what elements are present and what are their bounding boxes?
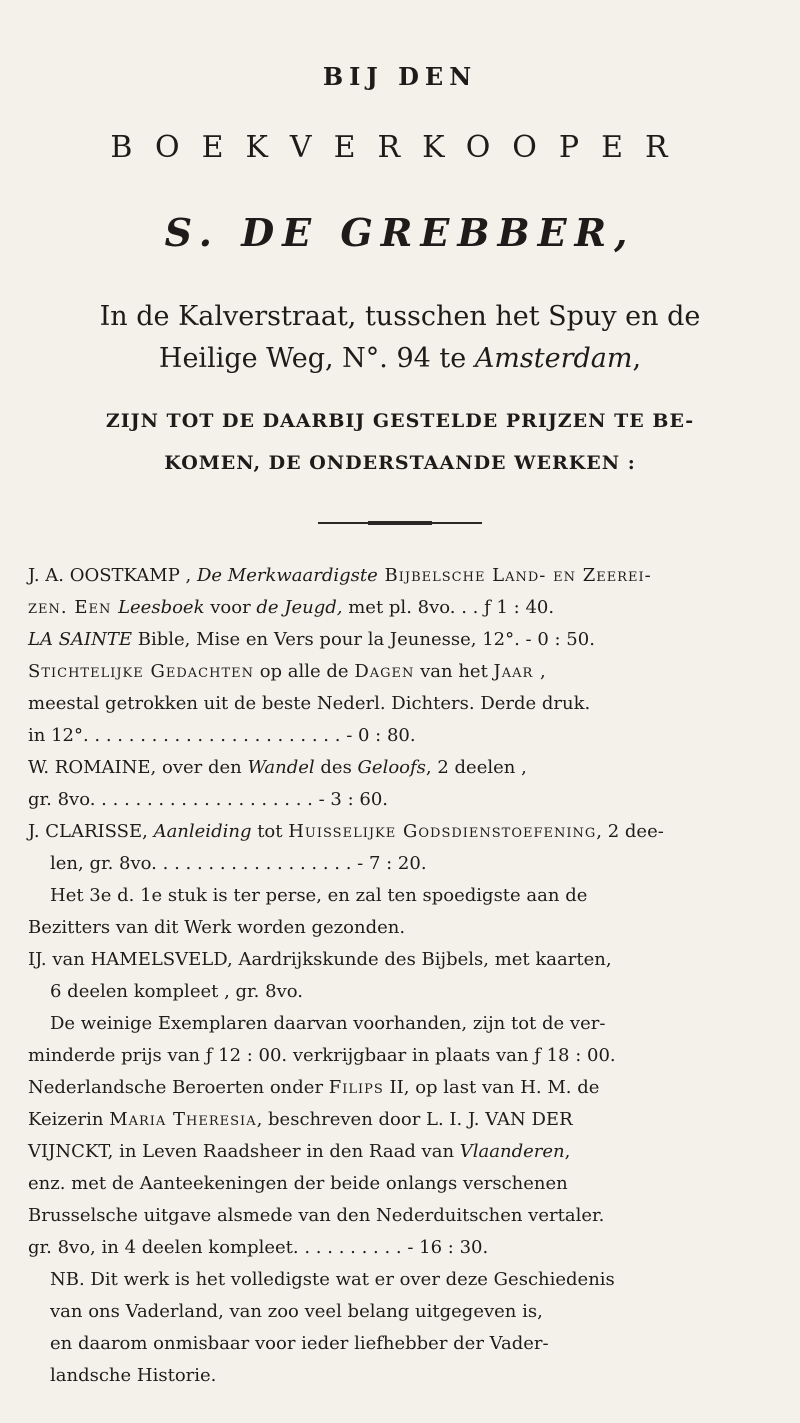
text: II, op last van H. M. de	[383, 1077, 600, 1098]
text: len, gr. 8vo. . . . . . . . . . . . . . . . . .	[50, 853, 358, 874]
title-part: Maria Theresia	[109, 1109, 257, 1130]
text: in 12°. . . . . . . . . . . . . . . . . . . . . . .	[28, 725, 347, 746]
text: , beschreven door L. I. J. VAN DER	[256, 1109, 573, 1130]
entry-romaine	[28, 752, 770, 816]
entry-line	[28, 624, 770, 656]
price: - 3 : 60.	[318, 789, 388, 810]
entry-line	[28, 656, 770, 688]
title-part: Huisselijke Godsdienstoefening	[288, 821, 597, 842]
title-part: Wandel	[247, 757, 315, 778]
entry-note: van ons Vaderland, van zoo veel belang uitgegeven is,	[50, 1301, 543, 1322]
entry-line	[28, 752, 770, 784]
notice-line-1: ZIJN TOT DE DAARBIJ GESTELDE PRIJZEN TE BE-	[105, 410, 695, 432]
entry-stichtelijke	[28, 656, 770, 752]
title-part: Aanleiding	[153, 821, 252, 842]
entry-line: 6 deelen kompleet , gr. 8vo.	[50, 981, 303, 1002]
entry-line	[28, 784, 770, 816]
price: ƒ 1 : 40.	[484, 597, 555, 618]
price: - 16 : 30.	[407, 1237, 489, 1258]
title-part: De Merkwaardigste	[196, 565, 378, 586]
text: Bible, Mise en Vers pour la Jeunesse, 12°.	[132, 629, 526, 650]
entry-line: Brusselsche uitgave alsmede van den Nederduitschen vertaler.	[28, 1205, 605, 1226]
text: ,	[564, 1141, 571, 1162]
entry-line	[28, 1104, 770, 1136]
entry-line	[28, 1072, 770, 1104]
entry-note: De weinige Exemplaren daarvan voorhanden, zijn tot de ver-	[50, 1013, 606, 1034]
text: , 2 deelen ,	[425, 757, 527, 778]
text: , 2 dee-	[596, 821, 664, 842]
address-line-2	[0, 338, 800, 380]
publisher-name: S. DE GREBBER,	[164, 210, 636, 255]
entry-line	[28, 720, 770, 752]
title-part: LA SAINTE	[28, 629, 133, 650]
text: gr. 8vo, in 4 deelen kompleet. . . . . . . . . .	[28, 1237, 408, 1258]
entry-line	[28, 1232, 770, 1264]
address-part: ,	[632, 343, 642, 374]
text: met pl. 8vo. . .	[342, 597, 485, 618]
text: gr. 8vo. . . . . . . . . . . . . . . . . . . .	[28, 789, 319, 810]
text: des	[314, 757, 358, 778]
header-line-1: BIJ DEN	[322, 62, 478, 91]
entry-line: enz. met de Aanteekeningen der beide onlangs verschenen	[28, 1173, 568, 1194]
title-part: Stichtelijke Gedachten	[28, 661, 254, 682]
entry-note: NB. Dit werk is het volledigste wat er over deze Geschiedenis	[50, 1269, 615, 1290]
title-part: Leesboek	[118, 597, 205, 618]
author: J. A. OOSTKAMP ,	[28, 565, 197, 586]
title-part: Jaar ,	[493, 661, 547, 682]
entry-la-sainte-bible	[28, 624, 770, 656]
entry-line: meestal getrokken uit de beste Nederl. Dichters. Derde druk.	[28, 693, 591, 714]
price: - 7 : 20.	[357, 853, 427, 874]
entry-line	[28, 1136, 770, 1168]
title-part: zen. Een	[28, 597, 119, 618]
title-part: Dagen	[354, 661, 415, 682]
text: Keizerin	[28, 1109, 110, 1130]
author: J. CLARISSE,	[28, 821, 154, 842]
address-line-1: In de Kalverstraat, tusschen het Spuy en de	[99, 301, 701, 332]
title-part: Filips	[328, 1077, 384, 1098]
entry-line	[28, 560, 770, 592]
text: van het	[414, 661, 494, 682]
entry-line	[28, 816, 770, 848]
entry-note: Bezitters van dit Werk worden gezonden.	[28, 917, 406, 938]
entry-clarisse	[28, 816, 770, 944]
address-block	[0, 296, 800, 380]
header-line-2: BOEKVERKOOPER	[110, 130, 690, 165]
address-part: Heilige Weg, N°. 94 te	[158, 343, 475, 374]
author: W. ROMAINE, over den	[28, 757, 248, 778]
entry-beroerten	[28, 1072, 770, 1392]
entry-note: landsche Historie.	[50, 1365, 217, 1386]
title-part: Vlaanderen	[459, 1141, 565, 1162]
book-entries	[28, 560, 770, 1392]
entry-line	[28, 592, 770, 624]
title-part: Geloofs	[357, 757, 426, 778]
entry-oostkamp	[28, 560, 770, 624]
text: Nederlandsche Beroerten onder	[28, 1077, 329, 1098]
city-name: Amsterdam	[474, 343, 633, 374]
text: tot	[251, 821, 289, 842]
text: op alle de	[253, 661, 355, 682]
text: voor	[204, 597, 257, 618]
title-part: de Jeugd,	[256, 597, 343, 618]
title-part: Bijbelsche Land- en Zeerei-	[377, 565, 652, 586]
divider-rule	[318, 522, 482, 524]
entry-line: IJ. van HAMELSVELD, Aardrijkskunde des Bijbels, met kaarten,	[28, 949, 612, 970]
price: - 0 : 80.	[346, 725, 416, 746]
entry-line	[28, 848, 770, 880]
entry-note: minderde prijs van ƒ 12 : 00. verkrijgbaar in plaats van ƒ 18 : 00.	[28, 1045, 616, 1066]
notice-block	[40, 400, 760, 484]
text: VIJNCKT, in Leven Raadsheer in den Raad van	[28, 1141, 460, 1162]
entry-note: Het 3e d. 1e stuk is ter perse, en zal ten spoedigste aan de	[50, 885, 588, 906]
price: - 0 : 50.	[525, 629, 595, 650]
entry-hamelsveld	[28, 944, 770, 1072]
notice-line-2: KOMEN, DE ONDERSTAANDE WERKEN :	[164, 452, 636, 474]
entry-note: en daarom onmisbaar voor ieder liefhebber der Vader-	[50, 1333, 549, 1354]
